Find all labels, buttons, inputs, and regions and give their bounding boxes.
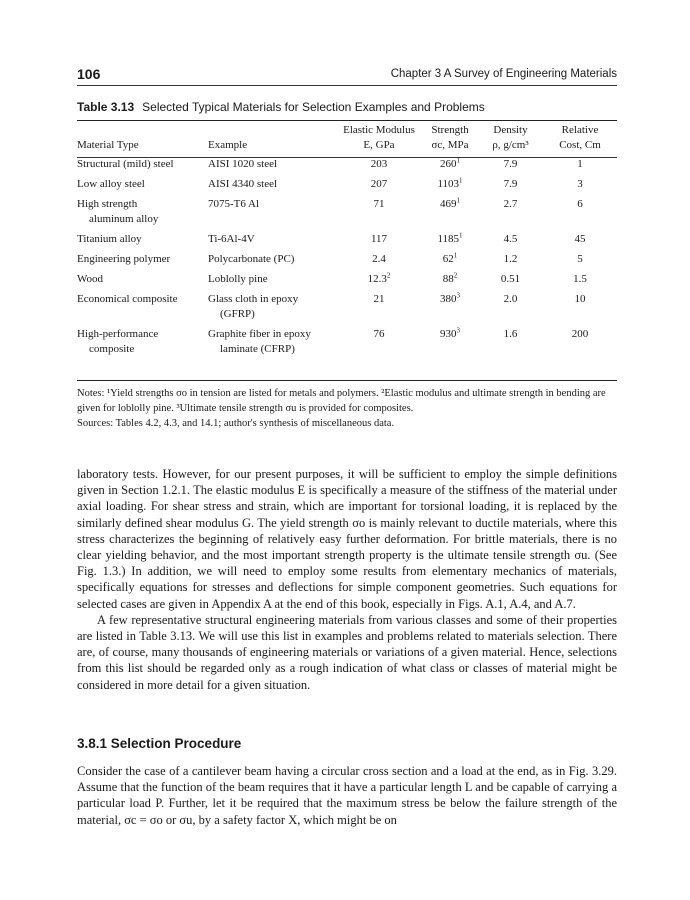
cell-elastic-modulus: 21 bbox=[373, 293, 385, 305]
cell-density: 4.5 bbox=[503, 233, 518, 245]
table-row bbox=[77, 232, 617, 252]
cell-strength: 1185$^1$ bbox=[437, 231, 463, 245]
table-label: Table 3.13 bbox=[77, 100, 135, 114]
cell-material-type: Low alloy steel bbox=[77, 178, 145, 190]
cell-example: AISI 1020 steel bbox=[208, 158, 278, 170]
col-header-density: Density ρ, g/cm³ bbox=[492, 124, 529, 151]
cell-relative-cost: 45 bbox=[574, 233, 586, 245]
section-heading: 3.8.1 Selection Procedure bbox=[77, 736, 242, 751]
cell-strength: 1103$^1$ bbox=[437, 176, 463, 190]
cell-example: Graphite fiber in epoxy laminate (CFRP) bbox=[208, 328, 311, 355]
cell-relative-cost: 5 bbox=[577, 253, 583, 265]
cell-relative-cost: 6 bbox=[577, 198, 583, 210]
col-header-relative-cost: Relative Cost, Cm bbox=[559, 124, 601, 151]
page-number: 106 bbox=[77, 66, 101, 82]
table-row bbox=[77, 327, 617, 362]
cell-density: 2.0 bbox=[503, 293, 518, 305]
cell-density: 1.6 bbox=[503, 328, 518, 340]
cell-example: Polycarbonate (PC) bbox=[208, 253, 295, 265]
table-row bbox=[77, 272, 617, 292]
materials-table bbox=[77, 122, 617, 362]
table-bottom-rule bbox=[77, 380, 617, 381]
cell-material-type: Structural (mild) steel bbox=[77, 158, 174, 170]
table-header-row bbox=[77, 122, 617, 157]
cell-material-type: Economical composite bbox=[77, 293, 178, 305]
header-rule bbox=[77, 85, 617, 86]
cell-density: 1.2 bbox=[503, 253, 518, 265]
cell-material-type: High-performance composite bbox=[77, 328, 159, 355]
cell-example: Ti-6Al-4V bbox=[208, 233, 255, 245]
cell-example: 7075-T6 Al bbox=[208, 198, 260, 210]
paragraph: Consider the case of a cantilever beam having a circular cross section and a load at the end, as in Fig. 3.29. Assume that the function of the beam requires that it have a particular length L and be capable of carrying a particular load P. Further, let it be required that the maximum stress be below the failure strength of the material, σc = σo or σu, by a safety factor X, which might be on bbox=[77, 764, 617, 827]
cell-example: Glass cloth in epoxy (GFRP) bbox=[208, 293, 299, 320]
cell-elastic-modulus: 203 bbox=[370, 158, 388, 170]
cell-strength: $930^3$ bbox=[440, 326, 460, 340]
cell-elastic-modulus: 71 bbox=[373, 198, 385, 210]
cell-elastic-modulus: 12.3$^2$ bbox=[367, 271, 391, 285]
cell-example: Loblolly pine bbox=[208, 273, 268, 285]
cell-strength: $88^2$ bbox=[442, 271, 458, 285]
cell-relative-cost: 1.5 bbox=[573, 273, 587, 285]
table-body bbox=[77, 157, 617, 362]
cell-elastic-modulus: 76 bbox=[373, 328, 385, 340]
col-header-strength: Strength σc, MPa bbox=[431, 124, 469, 151]
paragraph: A few representative structural engineering materials from various classes and some of their properties are listed in Table 3.13. We will use this list in examples and problems related to materials selection. There are, of course, many thousands of engineering materials or variations of a given material. Hence, selections from this list should be regarded only as a rough indication of what class or classes of material might be considered in more detail for a given situation. bbox=[77, 612, 617, 692]
cell-strength: $469^1$ bbox=[440, 196, 460, 210]
table-title: Selected Typical Materials for Selection Examples and Problems bbox=[142, 100, 485, 114]
section-text bbox=[77, 763, 617, 828]
table-row bbox=[77, 292, 617, 327]
col-header-example: Example bbox=[208, 139, 248, 151]
cell-elastic-modulus: 117 bbox=[370, 233, 388, 245]
cell-density: 7.9 bbox=[503, 158, 518, 170]
cell-relative-cost: 3 bbox=[577, 178, 583, 190]
cell-relative-cost: 200 bbox=[571, 328, 589, 340]
table-row bbox=[77, 197, 617, 232]
table-notes bbox=[77, 386, 617, 431]
table-caption bbox=[77, 100, 485, 114]
cell-material-type: High strength aluminum alloy bbox=[77, 198, 159, 225]
table-note: Notes: ¹Yield strengths σo in tension are listed for metals and polymers. ²Elastic modulus and ultimate strength in bending are given for loblolly pine. ³Ultimate tensile strength σu is provided for composites. bbox=[77, 388, 606, 414]
cell-density: 0.51 bbox=[500, 273, 521, 285]
cell-strength: $260^1$ bbox=[440, 156, 460, 170]
cell-elastic-modulus: 2.4 bbox=[372, 253, 386, 265]
cell-material-type: Titanium alloy bbox=[77, 233, 142, 245]
cell-example: AISI 4340 steel bbox=[208, 178, 278, 190]
cell-elastic-modulus: 207 bbox=[370, 178, 388, 190]
cell-material-type: Engineering polymer bbox=[77, 253, 171, 265]
paragraph: laboratory tests. However, for our present purposes, it will be sufficient to employ the simple definitions given in Section 1.2.1. The elastic modulus E is specifically a measure of the stiffness of the material under axial loading. For shear stress and strain, which are important for torsional loading, it is replaced by the similarly defined shear modulus G. The yield strength σo is mainly relevant to ductile materials, where this stress characterizes the beginning of relatively easy further deformation. For brittle materials, there is no clear yielding behavior, and the most important strength property is the ultimate tensile strength σu. (See Fig. 1.3.) In addition, we will need to employ some results from elementary mechanics of materials, specifically equations for stresses and deflections for simple component geometries. Such equations for selected cases are given in Appendix A at the end of this book, especially in Figs. A.1, A.4, and A.7. bbox=[77, 467, 617, 611]
table-row bbox=[77, 252, 617, 272]
cell-relative-cost: 1 bbox=[577, 158, 583, 170]
cell-strength: $380^3$ bbox=[440, 291, 460, 305]
col-header-elastic-modulus: Elastic Modulus E, GPa bbox=[343, 124, 415, 151]
table-row bbox=[77, 157, 617, 177]
running-head: Chapter 3 A Survey of Engineering Materials bbox=[390, 68, 617, 80]
cell-material-type: Wood bbox=[77, 273, 104, 285]
body-text bbox=[77, 466, 617, 693]
col-header-material-type: Material Type bbox=[77, 139, 139, 151]
cell-density: 2.7 bbox=[503, 198, 518, 210]
table-row bbox=[77, 177, 617, 197]
table-top-rule bbox=[77, 120, 617, 121]
table-sources: Sources: Tables 4.2, 4.3, and 14.1; author's synthesis of miscellaneous data. bbox=[77, 418, 395, 429]
cell-strength: $62^1$ bbox=[442, 251, 458, 265]
cell-density: 7.9 bbox=[503, 178, 518, 190]
cell-relative-cost: 10 bbox=[574, 293, 586, 305]
